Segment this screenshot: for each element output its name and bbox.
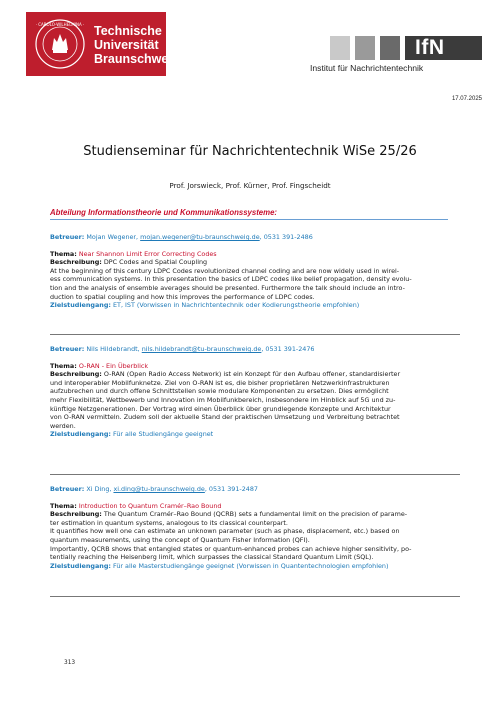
professors: Prof. Jorswieck, Prof. Kürner, Prof. Fingscheidt: [169, 181, 331, 190]
betreuer-phone: , 0531 391-2487: [204, 485, 258, 493]
tu-seal-icon: [34, 18, 86, 70]
thema-title: O-RAN - Ein Überblick: [78, 361, 149, 370]
topic-1-zielstudiengang: [50, 301, 460, 310]
document-date: 17.07.2025: [451, 96, 482, 102]
zielstudiengang-value: Für alle Studiengänge geeignet: [110, 430, 214, 439]
beschreibung-line: quantum measurements, using the concept of Quantum Fisher Information (QFI).: [50, 535, 310, 544]
betreuer-name: Xi Ding,: [86, 485, 112, 493]
topic-3-betreuer: [50, 485, 460, 494]
topic-separator: [50, 474, 460, 475]
betreuer-email-link[interactable]: mojan.wegener@tu-braunschweig.de: [140, 233, 260, 241]
ifn-letters: IfN: [405, 36, 482, 60]
zielstudiengang-label: Zielstudiengang:: [50, 561, 111, 570]
beschreibung-line: und interoperabler Mobilfunknetze. Ziel von O-RAN ist es, die bisher proprietären Netzwerkinfrastrukturen: [50, 378, 390, 387]
beschreibung-label: Beschreibung:: [50, 258, 102, 267]
betreuer-label: Betreuer:: [50, 485, 85, 493]
zielstudiengang-label: Zielstudiengang:: [50, 430, 111, 439]
topic-2-thema: [50, 362, 460, 371]
page-title: Studienseminar für Nachrichtentechnik WiSe 25/26: [83, 144, 417, 159]
ifn-institute-name: Institut für Nachrichtentechnik: [310, 63, 424, 73]
betreuer-phone: , 0531 391-2486: [259, 233, 313, 241]
topic-separator: [50, 596, 460, 597]
tu-logo-line-1: Technische: [94, 24, 162, 38]
topic-3-zielstudiengang: [50, 562, 460, 571]
topic-3-beschreibung: [50, 510, 460, 519]
topic-1-thema: [50, 250, 460, 259]
beschreibung-line: ter estimation in quantum systems, analogous to its classical counterpart.: [50, 518, 288, 527]
thema-label: Thema:: [50, 249, 77, 258]
topic-2-beschreibung: [50, 370, 460, 379]
beschreibung-line: werden.: [50, 421, 76, 430]
beschreibung-line: von O-RAN vermitteln. Zudem soll der aktuelle Stand der praktischen Umsetzung und Verbreitung betrachtet: [50, 413, 400, 422]
beschreibung-line: Importantly, QCRB shows that entangled states or quantum-enhanced probes can achieve higher sensitivity, po-: [50, 544, 412, 553]
topic-1-beschreibung: [50, 258, 460, 267]
beschreibung-line: mehr Flexibilität, Wettbewerb und Innovation im Mobilfunkbereich, insbesondere im Hinblick auf 5G und zu-: [50, 395, 396, 404]
betreuer-name: Nils Hildebrandt,: [86, 345, 140, 353]
topic-2-zielstudiengang: [50, 430, 460, 439]
betreuer-email-link[interactable]: xi.ding@tu-braunschweig.de: [113, 485, 205, 493]
department-underline: [50, 219, 448, 220]
beschreibung-line: DPC Codes and Spatial Coupling: [101, 258, 208, 267]
beschreibung-line: ess communication systems. In this presentation the basics of LDPC codes like belief propagation, density evolu-: [50, 275, 412, 284]
thema-title: Near Shannon Limit Error Correcting Codes: [78, 249, 217, 258]
topic-2-betreuer: [50, 345, 460, 354]
beschreibung-line: aufzubrechen und durch offene Schnittstellen sowie modulare Komponenten zu ersetzen. Dies ermöglicht: [50, 387, 389, 396]
thema-label: Thema:: [50, 501, 77, 510]
department-heading: Abteilung Informationstheorie und Kommunikationssysteme:: [50, 208, 277, 217]
zielstudiengang-label: Zielstudiengang:: [50, 301, 111, 310]
ifn-block-dark: [380, 36, 400, 60]
beschreibung-line: künftige Netzgenerationen. Der Vortrag wird einen Überblick über grundlegende Konzepte und Architektur: [50, 404, 391, 413]
topic-2: [50, 345, 460, 439]
tu-logo-line-2: Universität: [94, 38, 159, 52]
ifn-logo: [310, 36, 482, 73]
beschreibung-line: At the beginning of this century LDPC Codes revolutionized channel coding and are now widely used in wirel-: [50, 266, 400, 275]
topic-1: [50, 233, 460, 310]
betreuer-label: Betreuer:: [50, 345, 85, 353]
tu-logo-text: [94, 24, 179, 66]
beschreibung-line: It quantifies how well one can estimate an unknown parameter (such as phase, displacement, etc.) based on: [50, 527, 400, 536]
betreuer-email-link[interactable]: nils.hildebrandt@tu-braunschweig.de: [141, 345, 262, 353]
beschreibung-line: tion and the analysis of ensemble averages should be presented. Furthermore the talk should include an intro-: [50, 283, 405, 292]
tu-braunschweig-logo: [26, 12, 180, 76]
betreuer-label: Betreuer:: [50, 233, 85, 241]
topic-3: [50, 485, 460, 570]
betreuer-phone: , 0531 391-2476: [261, 345, 315, 353]
topic-1-betreuer: [50, 233, 460, 242]
topic-separator: [50, 334, 460, 335]
beschreibung-line: The Quantum Cramér–Rao Bound (QCRB) sets a fundamental limit on the precision of parame-: [101, 510, 408, 519]
tu-logo-line-3: Braunschweig: [94, 52, 180, 66]
ifn-block-light: [330, 36, 350, 60]
beschreibung-line: duction to spatial coupling and how this improves the performance of LDPC codes.: [50, 292, 315, 301]
betreuer-name: Mojan Wegener,: [86, 233, 139, 241]
thema-title: Introduction to Quantum Cramér–Rao Bound: [78, 501, 222, 510]
thema-label: Thema:: [50, 361, 77, 370]
topic-3-thema: [50, 502, 460, 511]
beschreibung-label: Beschreibung:: [50, 510, 102, 519]
ifn-block-mid: [355, 36, 375, 60]
beschreibung-label: Beschreibung:: [50, 370, 102, 379]
beschreibung-line: O-RAN (Open Radio Access Network) ist ein Konzept für den Aufbau offener, standardisierter: [101, 370, 401, 379]
zielstudiengang-value: ET, IST (Vorwissen in Nachrichtentechnik oder Kodierungstheorie empfohlen): [110, 301, 360, 310]
beschreibung-line: tentially reaching the Heisenberg limit, which surpasses the classical Standard Quantum Limit (SQL).: [50, 553, 374, 562]
page-number: 313: [64, 660, 76, 666]
zielstudiengang-value: Für alle Masterstudiengänge geeignet (Vorwissen in Quantentechnologien empfohlen): [110, 561, 389, 570]
svg-text:· CAROLO-WILHELMINA ·: · CAROLO-WILHELMINA ·: [35, 22, 85, 27]
